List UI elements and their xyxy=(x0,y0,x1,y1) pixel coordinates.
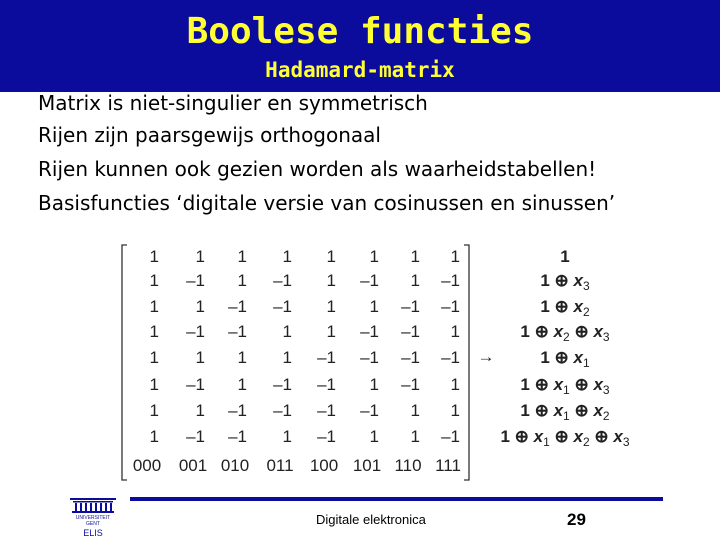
matrix-cell: 1 xyxy=(237,348,247,367)
matrix-cell: –1 xyxy=(401,297,420,316)
constant-term: 1 xyxy=(540,271,550,290)
xor-symbol: ⊕ xyxy=(554,348,569,367)
left-bracket xyxy=(122,245,127,480)
matrix-cell: –1 xyxy=(317,348,336,367)
matrix-cells xyxy=(150,247,460,446)
matrix-cell: –1 xyxy=(228,322,247,341)
boolean-function xyxy=(500,427,629,449)
bullet-text: Rijen zijn paarsgewijs orthogonaal xyxy=(38,123,381,147)
variable-x: x xyxy=(573,297,583,316)
xor-symbol: ⊕ xyxy=(534,401,549,420)
matrix-cell: –1 xyxy=(228,401,247,420)
matrix-cell: 1 xyxy=(149,427,159,446)
variable-x: x xyxy=(593,401,603,420)
variable-index: 3 xyxy=(602,330,610,344)
variable-x: x xyxy=(613,427,623,446)
matrix-cell: 1 xyxy=(326,271,336,290)
logo-label: ELIS xyxy=(83,528,103,538)
boolean-function xyxy=(540,297,590,319)
matrix-cell: 1 xyxy=(326,247,336,266)
right-bracket xyxy=(464,245,469,480)
matrix-cell: 1 xyxy=(410,427,420,446)
matrix-cell: 1 xyxy=(282,348,292,367)
constant-term: 1 xyxy=(520,401,530,420)
matrix-cell: 1 xyxy=(195,348,205,367)
matrix-cell: –1 xyxy=(360,401,379,420)
column-label: 010 xyxy=(220,456,250,475)
matrix-cell: 1 xyxy=(149,401,159,420)
variable-index: 1 xyxy=(582,356,590,370)
variable-x: x xyxy=(593,375,603,394)
matrix-cell: 1 xyxy=(237,247,247,266)
variable-x: x xyxy=(553,375,564,394)
matrix-cell: 1 xyxy=(149,375,159,394)
variable-x: x xyxy=(553,322,564,341)
matrix-cell: 1 xyxy=(326,297,336,316)
matrix-cell: 1 xyxy=(237,271,247,290)
constant-term: 1 xyxy=(540,297,550,316)
matrix-cell: 1 xyxy=(450,322,460,341)
constant-term: 1 xyxy=(520,322,530,341)
variable-x: x xyxy=(573,427,583,446)
matrix-cell: –1 xyxy=(273,401,292,420)
variable-x: x xyxy=(533,427,544,446)
matrix-cell: –1 xyxy=(273,297,292,316)
column-label: 111 xyxy=(435,456,461,475)
matrix-cell: –1 xyxy=(186,322,205,341)
bullet-text: Matrix is niet-singulier en symmetrisch xyxy=(38,91,428,115)
variable-index: 2 xyxy=(602,409,610,423)
matrix-cell: 1 xyxy=(450,247,460,266)
xor-symbol: ⊕ xyxy=(514,427,529,446)
variable-x: x xyxy=(553,401,564,420)
matrix-cell: 1 xyxy=(195,247,205,266)
xor-symbol: ⊕ xyxy=(574,322,589,341)
matrix-cell: –1 xyxy=(441,427,460,446)
xor-symbol: ⊕ xyxy=(554,297,569,316)
slide-subtitle: Hadamard-matrix xyxy=(265,58,455,82)
variable-index: 3 xyxy=(622,435,630,449)
matrix-cell: 1 xyxy=(282,322,292,341)
boolean-function xyxy=(520,375,610,397)
variable-index: 2 xyxy=(582,435,590,449)
column-label: 011 xyxy=(266,456,294,475)
column-label: 101 xyxy=(352,456,382,475)
matrix-cell: –1 xyxy=(441,271,460,290)
variable-x: x xyxy=(593,322,603,341)
boolean-functions xyxy=(500,247,629,449)
variable-index: 1 xyxy=(543,435,550,449)
variable-index: 1 xyxy=(563,383,570,397)
variable-x: x xyxy=(573,348,583,367)
matrix-cell: 1 xyxy=(149,348,159,367)
variable-index: 3 xyxy=(582,279,590,293)
boolean-function xyxy=(540,271,590,293)
university-logo xyxy=(64,492,122,540)
matrix-cell: 1 xyxy=(410,401,420,420)
matrix-cell: 1 xyxy=(450,375,460,394)
matrix-cell: 1 xyxy=(195,297,205,316)
boolean-function xyxy=(520,322,610,344)
page-number: 29 xyxy=(567,510,586,529)
footer-divider xyxy=(130,497,663,501)
matrix-cell: 1 xyxy=(195,401,205,420)
matrix-cell: –1 xyxy=(441,348,460,367)
matrix-cell: –1 xyxy=(273,375,292,394)
matrix-cell: –1 xyxy=(360,348,379,367)
matrix-cell: –1 xyxy=(317,401,336,420)
matrix-cell: 1 xyxy=(282,247,292,266)
variable-x: x xyxy=(573,271,583,290)
matrix-cell: 1 xyxy=(149,247,159,266)
constant-term: 1 xyxy=(560,247,570,266)
matrix-cell: –1 xyxy=(360,271,379,290)
matrix-cell: –1 xyxy=(401,322,420,341)
matrix-cell: –1 xyxy=(228,297,247,316)
column-label: 001 xyxy=(178,456,208,475)
constant-term: 1 xyxy=(540,348,550,367)
column-label: 110 xyxy=(394,456,422,475)
matrix-cell: –1 xyxy=(186,375,205,394)
matrix-cell: –1 xyxy=(401,348,420,367)
matrix-cell: 1 xyxy=(237,375,247,394)
matrix-cell: –1 xyxy=(186,427,205,446)
matrix-cell: 1 xyxy=(369,297,379,316)
xor-symbol: ⊕ xyxy=(574,375,589,394)
constant-term: 1 xyxy=(500,427,510,446)
xor-symbol: ⊕ xyxy=(594,427,609,446)
logo-text: UNIVERSITEIT xyxy=(75,515,111,521)
variable-index: 2 xyxy=(582,305,590,319)
boolean-function xyxy=(560,247,569,266)
xor-symbol: ⊕ xyxy=(534,322,549,341)
matrix-cell: 1 xyxy=(410,247,420,266)
matrix-cell: 1 xyxy=(450,401,460,420)
matrix-cell: –1 xyxy=(401,375,420,394)
variable-index: 3 xyxy=(602,383,610,397)
column-labels xyxy=(133,456,461,475)
matrix-cell: –1 xyxy=(273,271,292,290)
matrix-cell: –1 xyxy=(360,322,379,341)
bullet-text: Rijen kunnen ook gezien worden als waarheidstabellen! xyxy=(38,157,597,181)
bullet-text: Basisfuncties ‘digitale versie van cosinussen en sinussen’ xyxy=(38,191,616,215)
boolean-function xyxy=(520,401,610,423)
matrix-cell: –1 xyxy=(317,375,336,394)
constant-term: 1 xyxy=(520,375,530,394)
variable-index: 2 xyxy=(563,330,570,344)
arrow-icon: → xyxy=(477,347,495,366)
variable-index: 1 xyxy=(563,409,570,423)
footer-course-title: Digitale elektronica xyxy=(316,512,426,527)
column-label: 000 xyxy=(132,456,162,475)
matrix-cell: –1 xyxy=(186,271,205,290)
matrix-cell: 1 xyxy=(149,271,159,290)
matrix-cell: 1 xyxy=(369,375,379,394)
matrix-cell: 1 xyxy=(369,427,379,446)
matrix-cell: 1 xyxy=(326,322,336,341)
matrix-cell: –1 xyxy=(228,427,247,446)
xor-symbol: ⊕ xyxy=(554,271,569,290)
matrix-cell: 1 xyxy=(410,271,420,290)
matrix-cell: –1 xyxy=(441,297,460,316)
column-label: 100 xyxy=(309,456,339,475)
boolean-function xyxy=(540,348,590,370)
matrix-cell: 1 xyxy=(282,427,292,446)
matrix-cell: –1 xyxy=(317,427,336,446)
slide-title: Boolese functies xyxy=(186,11,534,52)
logo-text: GENT xyxy=(86,521,100,527)
xor-symbol: ⊕ xyxy=(534,375,549,394)
xor-symbol: ⊕ xyxy=(574,401,589,420)
matrix-cell: 1 xyxy=(149,297,159,316)
matrix-cell: 1 xyxy=(149,322,159,341)
xor-symbol: ⊕ xyxy=(554,427,569,446)
matrix-cell: 1 xyxy=(369,247,379,266)
